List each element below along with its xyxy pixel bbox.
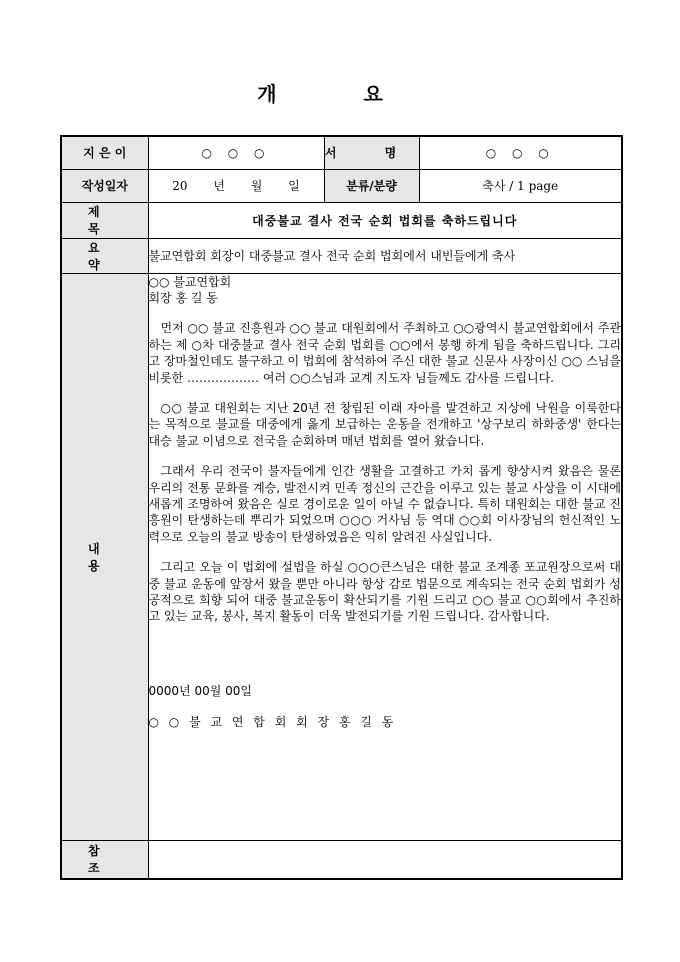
paragraph-2: ○○ 불교 대원회는 지난 20년 전 창립된 이래 자아를 발견하고 지상에 낙원을 이룩한다는 목적으로 불교를 대중에게 옳게 보급하는 운동을 전개하고 '상구보리 하화중생' 한다는 대승 불교 이념으로 전국을 순회하며 매년 법회를 열어 왔습니다. <box>148 400 621 448</box>
paragraph-1: 먼저 ○○ 불교 진흥원과 ○○ 불교 대원회에서 주최하고 ○○광역시 불교연합회에서 주관하는 제 ○차 대중불교 결사 전국 순회 법회를 ○○에서 봉행 하게 됨을 축하드립니다. 그리고 장마철인데도 불구하고 이 법회에 참석하여 주신 대한 불교 신문사 사장이신 ○○ 스님을 비롯한 ……………… 여러 ○○스님과 교계 지도자 님들께도 감사를 드립니다. <box>148 321 621 385</box>
content-label: 내 용 <box>61 273 148 840</box>
date-value: 20 년 월 일 <box>148 169 324 202</box>
summary-value: 불교연합회 회장이 대중불교 결사 전국 순회 법회에서 내빈들에게 축사 <box>148 238 622 273</box>
paragraph-3: 그래서 우리 전국이 불자들에게 인간 생활을 고결하고 가치 롭게 향상시켜 왔음은 물론 우리의 전통 문화를 계승, 발전시켜 민족 정신의 근간을 이루고 있는 불교 사상을 이 시대에 새롭게 조명하여 왔음은 실로 경이로운 일이 아닐 수 없습니다. 특히 대원회는 대한 불교 진흥원이 탄생하는데 뿌리가 되었으며 ○○○ 거사님 등 역대 ○○회 이사장님의 헌신적인 노력으로 오늘의 불교 방송이 탄생하였음은 익히 알려진 사실입니다. <box>148 464 621 544</box>
reference-row <box>61 840 622 879</box>
reference-value <box>148 840 622 879</box>
category-label: 분류/분량 <box>324 169 419 202</box>
subject-label: 제 목 <box>61 202 148 238</box>
summary-label: 요 약 <box>61 238 148 273</box>
subject-value: 대중불교 결사 전국 순회 법회를 축하드립니다 <box>148 202 622 238</box>
author-row <box>61 136 622 169</box>
author-value: ○ ○ ○ <box>148 136 324 169</box>
document-summary-table <box>60 135 623 880</box>
sender-name: 회장 홍 길 동 <box>148 290 218 305</box>
content-body <box>148 273 622 840</box>
sender-org: ○○ 불교연합회 <box>148 274 232 289</box>
page-title: 개 요 <box>257 82 423 106</box>
category-value: 축사 / 1 page <box>419 169 622 202</box>
content-row <box>61 273 622 840</box>
subject-row <box>61 202 622 238</box>
author-label: 지 은 이 <box>61 136 148 169</box>
reference-label: 참 조 <box>61 840 148 879</box>
letter-date: 0000년 00월 00일 <box>148 683 252 698</box>
summary-row <box>61 238 622 273</box>
paragraph-4: 그리고 오늘 이 법회에 설법을 하실 ○○○큰스님은 대한 불교 조계종 포교원장으로써 대중 불교 운동에 앞장서 왔을 뿐만 아니라 항상 감로 법문으로 계속되는 전국 순회 법회가 성공적으로 희향 되어 대중 불교운동이 확산되기를 기원 드리고 ○○ 불교 ○○회에서 추진하고 있는 교육, 봉사, 복지 활동이 더욱 발전되기를 기원 드립니다. 감사합니다. <box>148 560 621 624</box>
signature-label: 서 명 <box>324 136 419 169</box>
signature-value: ○ ○ ○ <box>419 136 622 169</box>
closing-signature: ○ ○ 불 교 연 합 회 회 장 홍 길 동 <box>148 715 397 730</box>
date-label: 작성일자 <box>61 169 148 202</box>
date-row <box>61 169 622 202</box>
